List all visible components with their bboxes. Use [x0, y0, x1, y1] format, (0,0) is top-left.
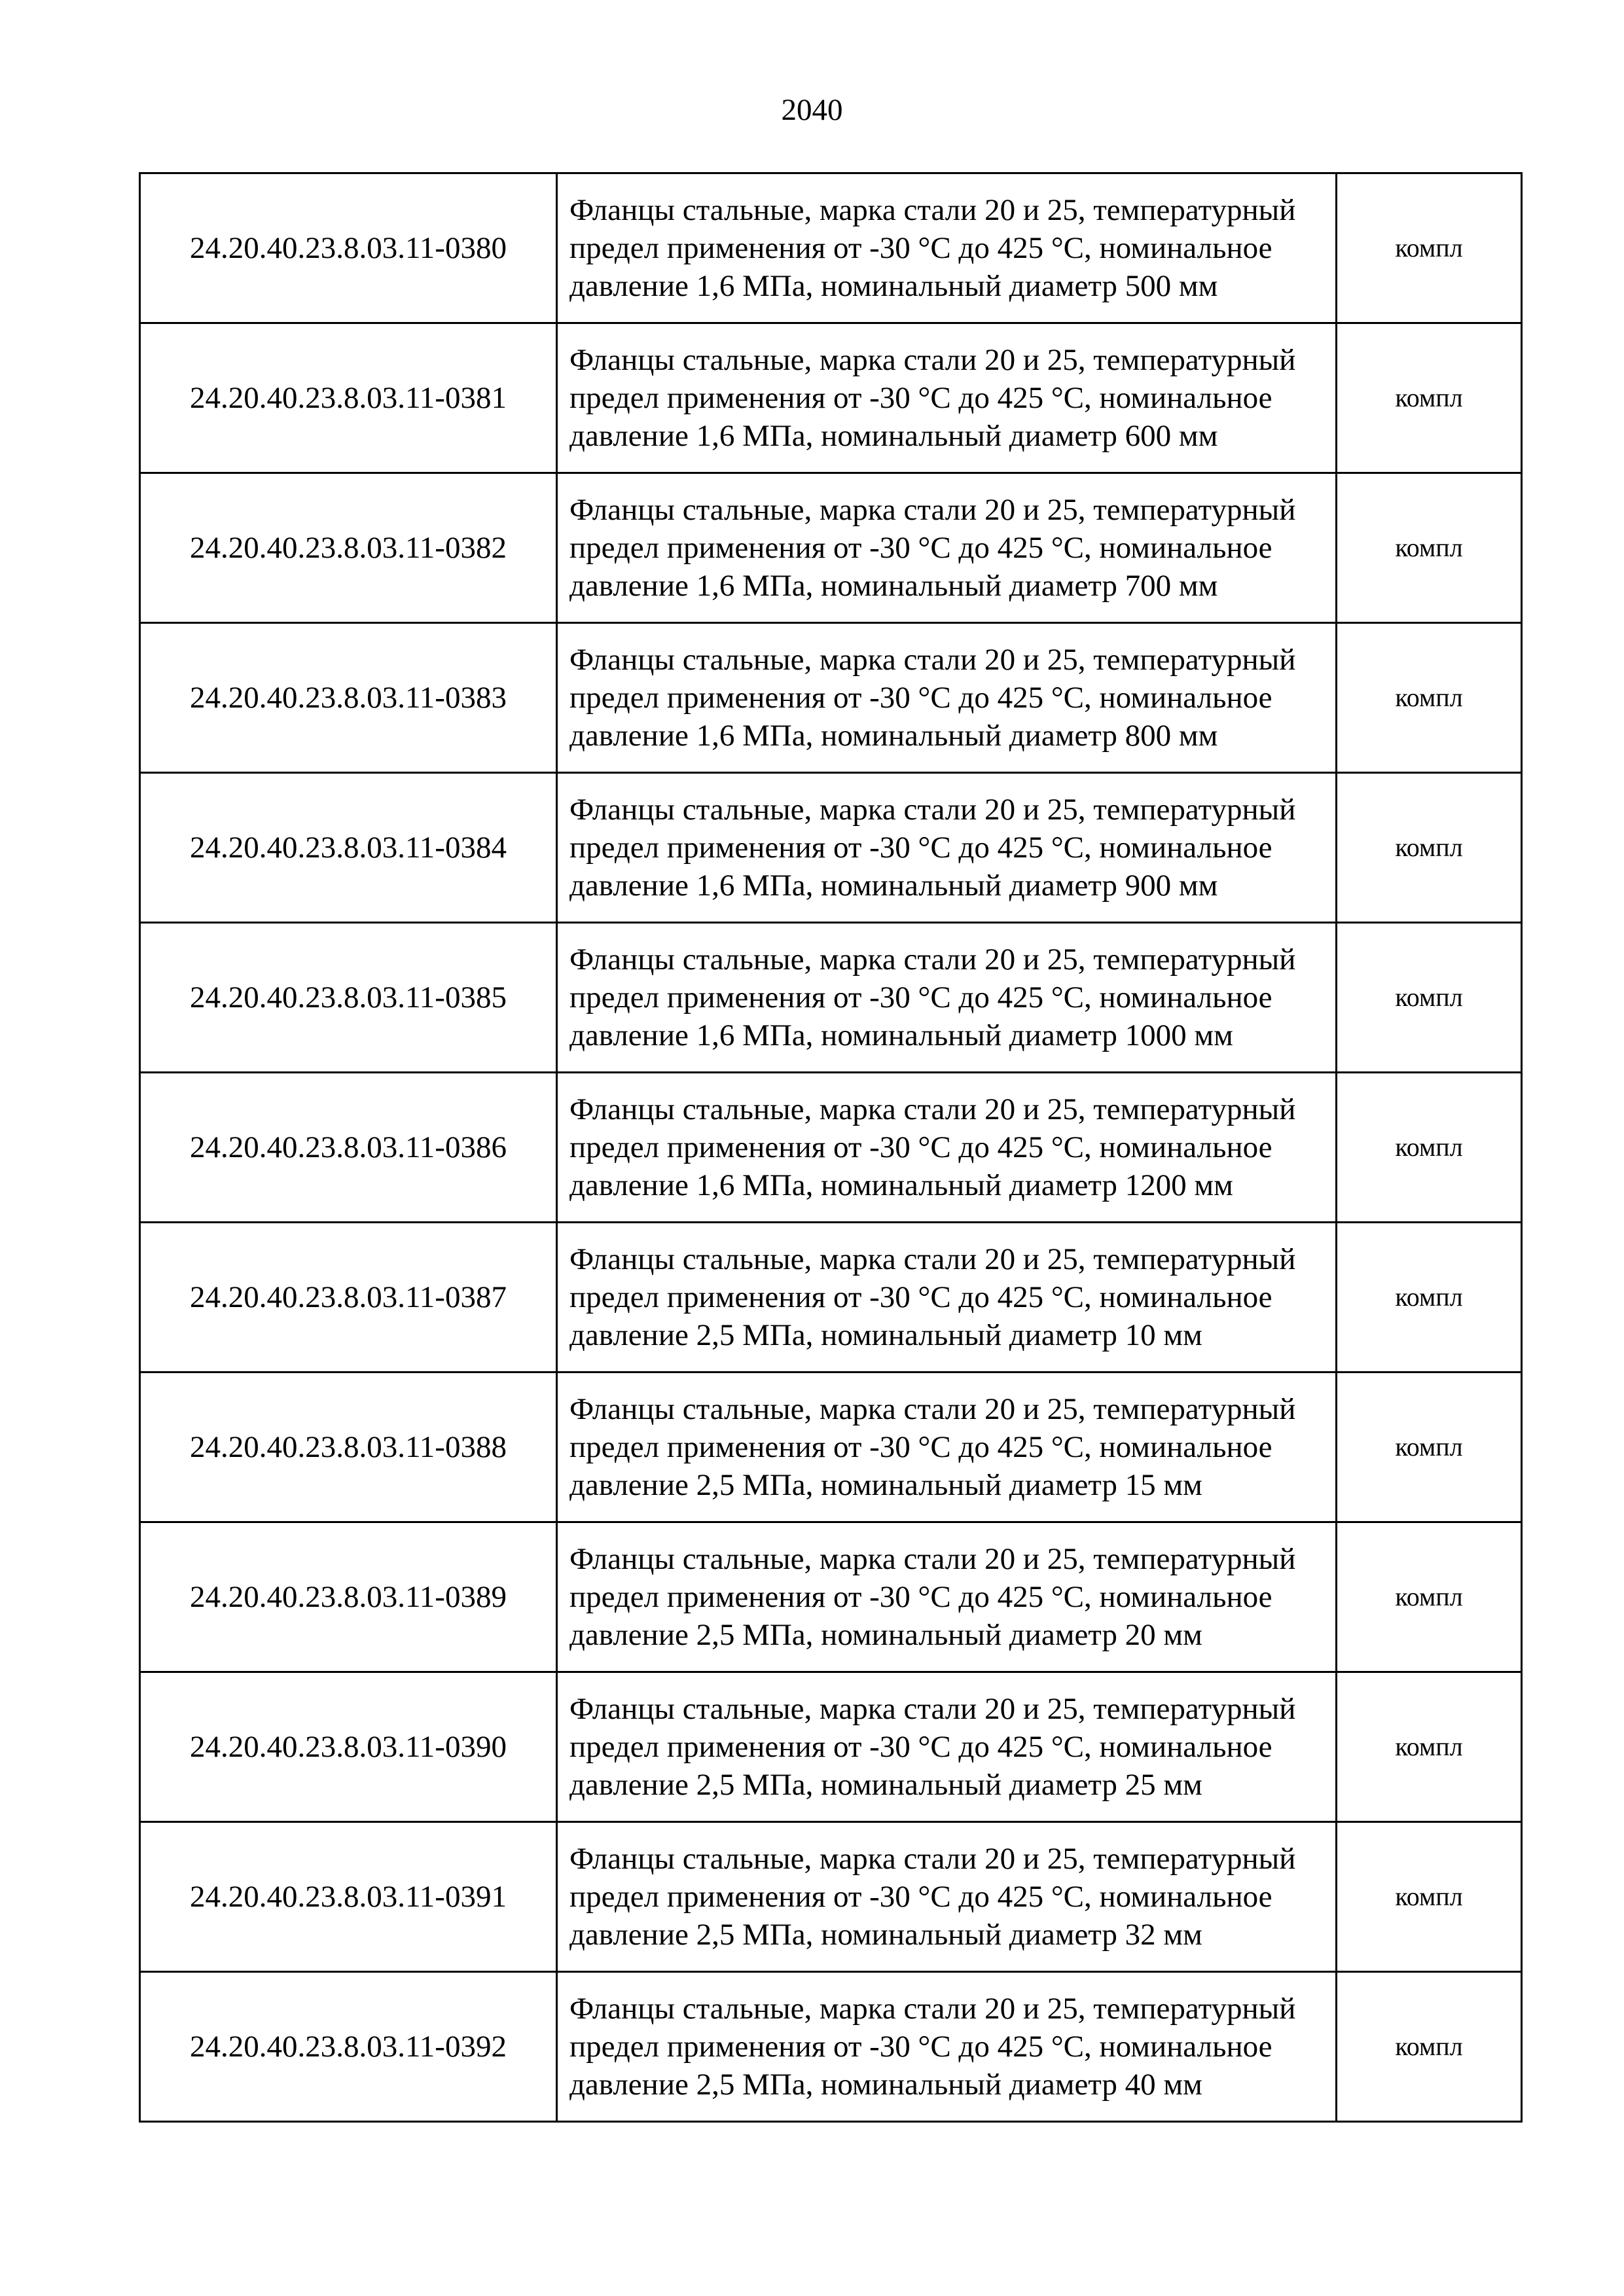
resource-description: Фланцы стальные, марка стали 20 и 25, температурный предел применения от -30 °С до 425 °С, номинальное давление 2,5 МПа, номинальный диаметр 10 мм [557, 1223, 1337, 1372]
table-row [140, 1073, 1522, 1223]
resource-description: Фланцы стальные, марка стали 20 и 25, температурный предел применения от -30 °С до 425 °С, номинальное давление 1,6 МПа, номинальный диаметр 500 мм [557, 173, 1337, 323]
resource-table [139, 172, 1523, 2123]
table-row [140, 173, 1522, 323]
resource-description: Фланцы стальные, марка стали 20 и 25, температурный предел применения от -30 °С до 425 °С, номинальное давление 2,5 МПа, номинальный диаметр 32 мм [557, 1822, 1337, 1972]
unit-of-measure: компл [1337, 623, 1522, 773]
table-row [140, 1522, 1522, 1672]
resource-code: 24.20.40.23.8.03.11-0380 [140, 173, 557, 323]
resource-description: Фланцы стальные, марка стали 20 и 25, температурный предел применения от -30 °С до 425 °С, номинальное давление 2,5 МПа, номинальный диаметр 40 мм [557, 1972, 1337, 2122]
resource-code: 24.20.40.23.8.03.11-0389 [140, 1522, 557, 1672]
unit-of-measure: компл [1337, 1822, 1522, 1972]
resource-description: Фланцы стальные, марка стали 20 и 25, температурный предел применения от -30 °С до 425 °С, номинальное давление 1,6 МПа, номинальный диаметр 1200 мм [557, 1073, 1337, 1223]
resource-code: 24.20.40.23.8.03.11-0390 [140, 1672, 557, 1822]
unit-of-measure: компл [1337, 923, 1522, 1073]
unit-of-measure: компл [1337, 1522, 1522, 1672]
resource-code: 24.20.40.23.8.03.11-0381 [140, 323, 557, 473]
resource-description: Фланцы стальные, марка стали 20 и 25, температурный предел применения от -30 °С до 425 °С, номинальное давление 1,6 МПа, номинальный диаметр 600 мм [557, 323, 1337, 473]
resource-code: 24.20.40.23.8.03.11-0391 [140, 1822, 557, 1972]
resource-description: Фланцы стальные, марка стали 20 и 25, температурный предел применения от -30 °С до 425 °С, номинальное давление 2,5 МПа, номинальный диаметр 20 мм [557, 1522, 1337, 1672]
unit-of-measure: компл [1337, 1073, 1522, 1223]
resource-description: Фланцы стальные, марка стали 20 и 25, температурный предел применения от -30 °С до 425 °С, номинальное давление 2,5 МПа, номинальный диаметр 25 мм [557, 1672, 1337, 1822]
table-row [140, 1672, 1522, 1822]
table-row [140, 1223, 1522, 1372]
unit-of-measure: компл [1337, 323, 1522, 473]
unit-of-measure: компл [1337, 1672, 1522, 1822]
table-row [140, 1372, 1522, 1522]
unit-of-measure: компл [1337, 1223, 1522, 1372]
table-row [140, 1822, 1522, 1972]
table-row [140, 773, 1522, 923]
table-row [140, 623, 1522, 773]
unit-of-measure: компл [1337, 1372, 1522, 1522]
resource-code: 24.20.40.23.8.03.11-0387 [140, 1223, 557, 1372]
table-body [140, 173, 1522, 2122]
resource-description: Фланцы стальные, марка стали 20 и 25, температурный предел применения от -30 °С до 425 °С, номинальное давление 2,5 МПа, номинальный диаметр 15 мм [557, 1372, 1337, 1522]
resource-description: Фланцы стальные, марка стали 20 и 25, температурный предел применения от -30 °С до 425 °С, номинальное давление 1,6 МПа, номинальный диаметр 700 мм [557, 473, 1337, 623]
resource-code: 24.20.40.23.8.03.11-0385 [140, 923, 557, 1073]
table-row [140, 473, 1522, 623]
resource-code: 24.20.40.23.8.03.11-0382 [140, 473, 557, 623]
unit-of-measure: компл [1337, 473, 1522, 623]
unit-of-measure: компл [1337, 1972, 1522, 2122]
unit-of-measure: компл [1337, 773, 1522, 923]
resource-description: Фланцы стальные, марка стали 20 и 25, температурный предел применения от -30 °С до 425 °С, номинальное давление 1,6 МПа, номинальный диаметр 1000 мм [557, 923, 1337, 1073]
resource-code: 24.20.40.23.8.03.11-0392 [140, 1972, 557, 2122]
resource-code: 24.20.40.23.8.03.11-0388 [140, 1372, 557, 1522]
resource-description: Фланцы стальные, марка стали 20 и 25, температурный предел применения от -30 °С до 425 °С, номинальное давление 1,6 МПа, номинальный диаметр 900 мм [557, 773, 1337, 923]
unit-of-measure: компл [1337, 173, 1522, 323]
resource-code: 24.20.40.23.8.03.11-0384 [140, 773, 557, 923]
resource-description: Фланцы стальные, марка стали 20 и 25, температурный предел применения от -30 °С до 425 °С, номинальное давление 1,6 МПа, номинальный диаметр 800 мм [557, 623, 1337, 773]
table-row [140, 1972, 1522, 2122]
resource-code: 24.20.40.23.8.03.11-0386 [140, 1073, 557, 1223]
table-row [140, 323, 1522, 473]
page-number: 2040 [781, 93, 843, 127]
table-row [140, 923, 1522, 1073]
resource-code: 24.20.40.23.8.03.11-0383 [140, 623, 557, 773]
